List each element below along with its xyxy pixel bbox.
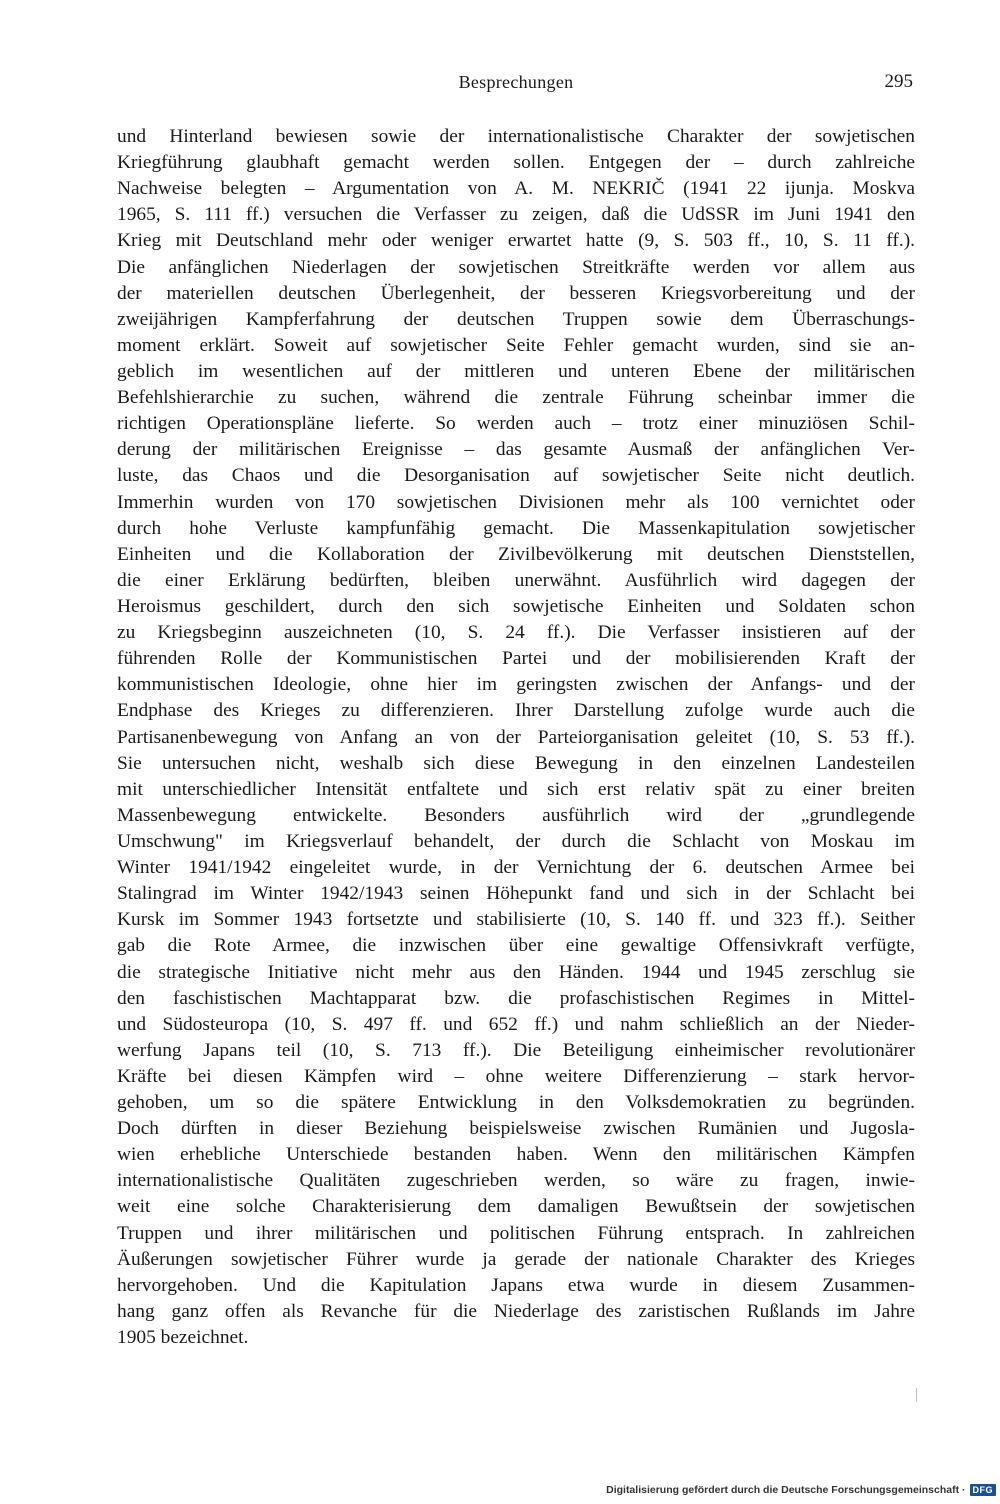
- text-line: Doch dürften in dieser Beziehung beispielsweise zwischen Rumänien und Jugosla-: [117, 1118, 915, 1140]
- text-line: kommunistischen Ideologie, ohne hier im geringsten zwischen der Anfangs- und der: [117, 674, 915, 696]
- text-line: die einer Erklärung bedürften, bleiben unerwähnt. Ausführlich wird dagegen der: [117, 569, 915, 591]
- text-line: Krieg mit Deutschland mehr oder weniger erwartet hatte (9, S. 503 ff., 10, S. 11 ff.).: [117, 230, 915, 252]
- text-line: Stalingrad im Winter 1942/1943 seinen Höhepunkt fand und sich in der Schlacht bei: [117, 883, 915, 905]
- text-line: zu Kriegsbeginn auszeichneten (10, S. 24 ff.). Die Verfasser insistieren auf der: [117, 622, 915, 644]
- text-line: und Hinterland bewiesen sowie der internationalistische Charakter der sowjetischen: [117, 126, 915, 147]
- scan-mark: [916, 1388, 917, 1402]
- text-line: durch hohe Verluste kampfunfähig gemacht. Die Massenkapitulation sowjetischer: [117, 517, 915, 539]
- text-line: mit unterschiedlicher Intensität entfaltete und sich erst relativ spät zu einer breiten: [117, 778, 915, 800]
- text-line: führenden Rolle der Kommunistischen Partei und der mobilisierenden Kraft der: [117, 648, 915, 670]
- text-line: derung der militärischen Ereignisse – das gesamte Ausmaß der anfänglichen Ver-: [117, 439, 915, 461]
- text-line: luste, das Chaos und die Desorganisation auf sowjetischer Seite nicht deutlich.: [117, 465, 915, 487]
- text-line: Kursk im Sommer 1943 fortsetzte und stabilisierte (10, S. 140 ff. und 323 ff.). Seither: [117, 909, 915, 931]
- text-line: internationalistische Qualitäten zugeschrieben werden, so wäre zu fragen, inwie-: [117, 1170, 915, 1192]
- text-line: gab die Rote Armee, die inzwischen über eine gewaltige Offensivkraft verfügte,: [117, 935, 915, 957]
- text-line: hervorgehoben. Und die Kapitulation Japans etwa wurde in diesem Zusammen-: [117, 1274, 915, 1296]
- text-line: moment erklärt. Soweit auf sowjetischer Seite Fehler gemacht wurden, sind sie an-: [117, 334, 915, 356]
- text-line: Kräfte bei diesen Kämpfen wird – ohne weitere Differenzierung – stark hervor-: [117, 1065, 915, 1087]
- text-line: gehoben, um so die spätere Entwicklung in den Volksdemokratien zu begründen.: [117, 1092, 915, 1114]
- text-line: hang ganz offen als Revanche für die Niederlage des zaristischen Rußlands im Jahre: [117, 1300, 915, 1322]
- text-line: Massenbewegung entwickelte. Besonders ausführlich wird der „grundlegende: [117, 804, 915, 826]
- text-line: Umschwung" im Kriegsverlauf behandelt, der durch die Schlacht von Moskau im: [117, 830, 915, 852]
- running-head: Besprechungen: [458, 72, 574, 92]
- text-line: Äußerungen sowjetischer Führer wurde ja gerade der nationale Charakter des Krieges: [117, 1248, 915, 1270]
- text-line: Nachweise belegten – Argumentation von A. M. NEKRIČ (1941 22 ijunja. Moskva: [117, 178, 915, 200]
- text-line: weit eine solche Charakterisierung dem damaligen Bewußtsein der sowjetischen: [117, 1196, 915, 1218]
- digitization-note: Digitalisierung gefördert durch die Deutsche Forschungsgemeinschaft ·: [606, 1484, 966, 1496]
- text-line: Befehlshierarchie zu suchen, während die zentrale Führung scheinbar immer die: [117, 387, 915, 409]
- text-line: Die anfänglichen Niederlagen der sowjetischen Streitkräfte werden vor allem aus: [117, 256, 915, 278]
- text-line: Truppen und ihrer militärischen und politischen Führung entsprach. In zahlreichen: [117, 1222, 915, 1244]
- text-line: zweijährigen Kampferfahrung der deutschen Truppen sowie dem Überraschungs-: [117, 308, 915, 330]
- text-line: Einheiten und die Kollaboration der Zivilbevölkerung mit deutschen Dienststellen,: [117, 543, 915, 565]
- text-line: richtigen Operationspläne lieferte. So werden auch – trotz einer minuziösen Schil-: [117, 413, 915, 435]
- footer-bar: [606, 1482, 996, 1498]
- text-line: Heroismus geschildert, durch den sich sowjetische Einheiten und Soldaten schon: [117, 595, 915, 617]
- page-number: 295: [884, 71, 913, 92]
- dfg-logo: DFG: [970, 1484, 997, 1496]
- text-line: 1905 bezeichnet.: [117, 1327, 249, 1349]
- text-line: der materiellen deutschen Überlegenheit, der besseren Kriegsvorbereitung und der: [117, 282, 915, 304]
- text-line: die strategische Initiative nicht mehr aus den Händen. 1944 und 1945 zerschlug sie: [117, 961, 915, 983]
- text-line: geblich im wesentlichen auf der mittleren und unteren Ebene der militärischen: [117, 360, 915, 382]
- text-line: Sie untersuchen nicht, weshalb sich diese Bewegung in den einzelnen Landesteilen: [117, 752, 915, 774]
- body-text: [117, 124, 915, 1351]
- page-header: [117, 72, 915, 102]
- text-line: wien erhebliche Unterschiede bestanden haben. Wenn den militärischen Kämpfen: [117, 1144, 915, 1166]
- text-line: werfung Japans teil (10, S. 713 ff.). Die Beteiligung einheimischer revolutionärer: [117, 1039, 915, 1061]
- text-line: und Südosteuropa (10, S. 497 ff. und 652 ff.) und nahm schließlich an der Nieder-: [117, 1013, 915, 1035]
- text-line: 1965, S. 111 ff.) versuchen die Verfasser zu zeigen, daß die UdSSR im Juni 1941 den: [117, 204, 915, 226]
- text-line: den faschistischen Machtapparat bzw. die profaschistischen Regimes in Mittel-: [117, 987, 915, 1009]
- text-line: Kriegführung glaubhaft gemacht werden sollen. Entgegen der – durch zahlreiche: [117, 152, 915, 174]
- text-line: Winter 1941/1942 eingeleitet wurde, in der Vernichtung der 6. deutschen Armee bei: [117, 857, 915, 879]
- text-line: Endphase des Krieges zu differenzieren. Ihrer Darstellung zufolge wurde auch die: [117, 700, 915, 722]
- text-line: Immerhin wurden von 170 sowjetischen Divisionen mehr als 100 vernichtet oder: [117, 491, 915, 513]
- text-line: Partisanenbewegung von Anfang an von der Parteiorganisation geleitet (10, S. 53 ff.).: [117, 726, 915, 748]
